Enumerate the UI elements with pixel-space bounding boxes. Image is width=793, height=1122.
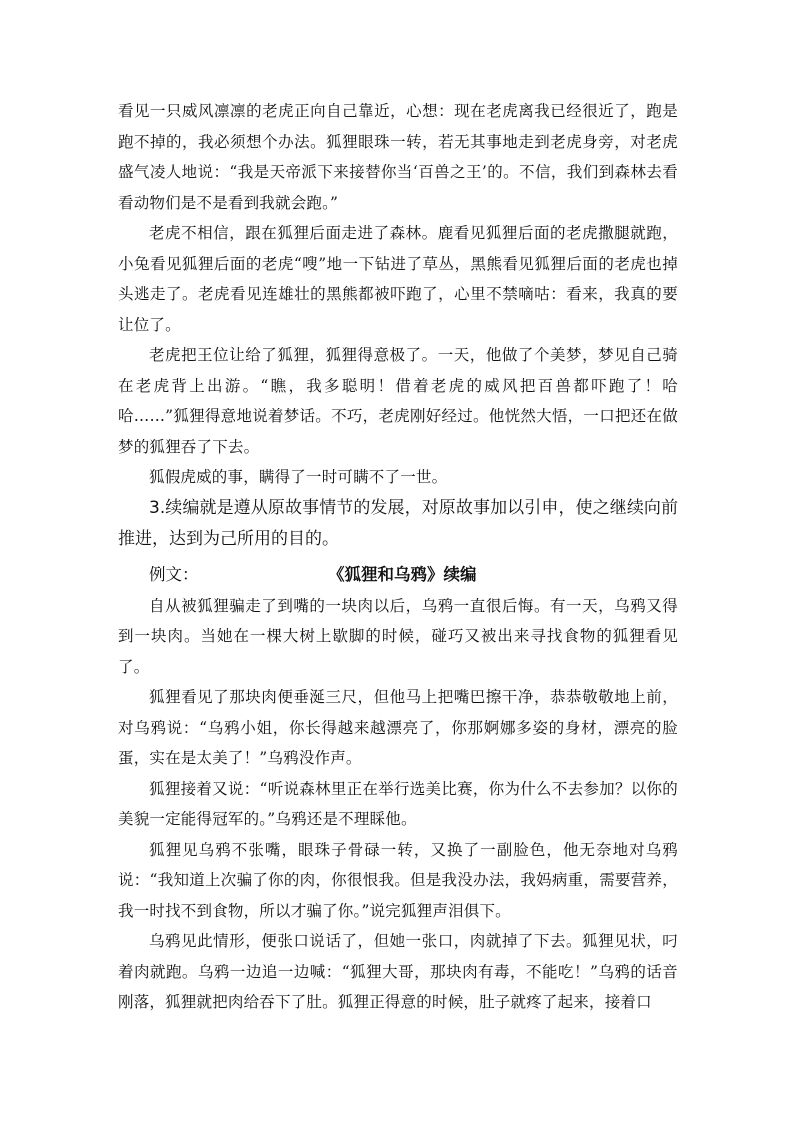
story2-paragraph-1: 自从被狐狸骗走了到嘴的一块肉以后，乌鸦一直很后悔。有一天，乌鸦又得到一块肉。当她在一棵大树上歇脚的时候，碰巧又被出来寻找食物的狐狸看见了。 xyxy=(118,596,678,676)
document-page xyxy=(118,96,678,1018)
story2-paragraph-4: 狐狸见乌鸦不张嘴，眼珠子骨碌一转，又换了一副脸色，他无奈地对乌鸦说：“我知道上次骗了你的肉，你很恨我。但是我没办法，我妈病重，需要营养，我一时找不到食物，所以才骗了你。”说完狐狸声泪俱下。 xyxy=(118,840,678,920)
section-3-description: 3.续编就是遵从原故事情节的发展，对原故事加以引申，使之继续向前推进，达到为己所用的目的。 xyxy=(118,497,678,549)
example-title: 《狐狸和乌鸦》续编 xyxy=(328,564,477,584)
story2 xyxy=(118,591,678,1018)
story2-paragraph-2: 狐狸看见了那块肉便垂涎三尺，但他马上把嘴巴擦干净，恭恭敬敬地上前，对乌鸦说：“乌鸦小姐，你长得越来越漂亮了，你那婀娜多姿的身材，漂亮的脸蛋，实在是太美了！”乌鸦没作声。 xyxy=(118,688,678,767)
example-heading xyxy=(118,557,678,591)
story1-paragraph-1: 看见一只威风凛凛的老虎正向自己靠近，心想：现在老虎离我已经很近了，跑是跑不掉的，我必须想个办法。狐狸眼珠一转，若无其事地走到老虎身旁，对老虎盛气凌人地说：“我是天帝派下来接替你当‘百兽之王’的。不信，我们到森林去看看动物们是不是看到我就会跑。” xyxy=(118,102,678,212)
story2-paragraph-5: 乌鸦见此情形，便张口说话了，但她一张口，肉就掉了下去。狐狸见状，叼着肉就跑。乌鸦一边追一边喊：“狐狸大哥，那块肉有毒，不能吃！”乌鸦的话音刚落，狐狸就把肉给吞下了肚。狐狸正得意的时候，肚子就疼了起来，接着口 xyxy=(118,932,678,1011)
example-label: 例文： xyxy=(149,564,199,584)
story1-paragraph-3: 老虎把王位让给了狐狸，狐狸得意极了。一天，他做了个美梦，梦见自己骑在老虎背上出游。“瞧，我多聪明！借着老虎的威风把百兽都吓跑了！哈哈……”狐狸得意地说着梦话。不巧，老虎刚好经过。他恍然大悟，一口把还在做梦的狐狸吞了下去。 xyxy=(118,346,678,456)
story2-paragraph-3: 狐狸接着又说：“听说森林里正在举行选美比赛，你为什么不去参加？以你的美貌一定能得冠军的。”乌鸦还是不理睬他。 xyxy=(118,779,678,828)
story1-paragraph-2: 老虎不相信，跟在狐狸后面走进了森林。鹿看见狐狸后面的老虎撒腿就跑，小兔看见狐狸后面的老虎“嗖”地一下钻进了草丛，黑熊看见狐狸后面的老虎也掉头逃走了。老虎看见连雄壮的黑熊都被吓跑了，心里不禁嘀咕：看来，我真的要让位了。 xyxy=(118,224,678,334)
story1-paragraph-4: 狐假虎威的事，瞒得了一时可瞒不了一世。 xyxy=(149,468,448,486)
